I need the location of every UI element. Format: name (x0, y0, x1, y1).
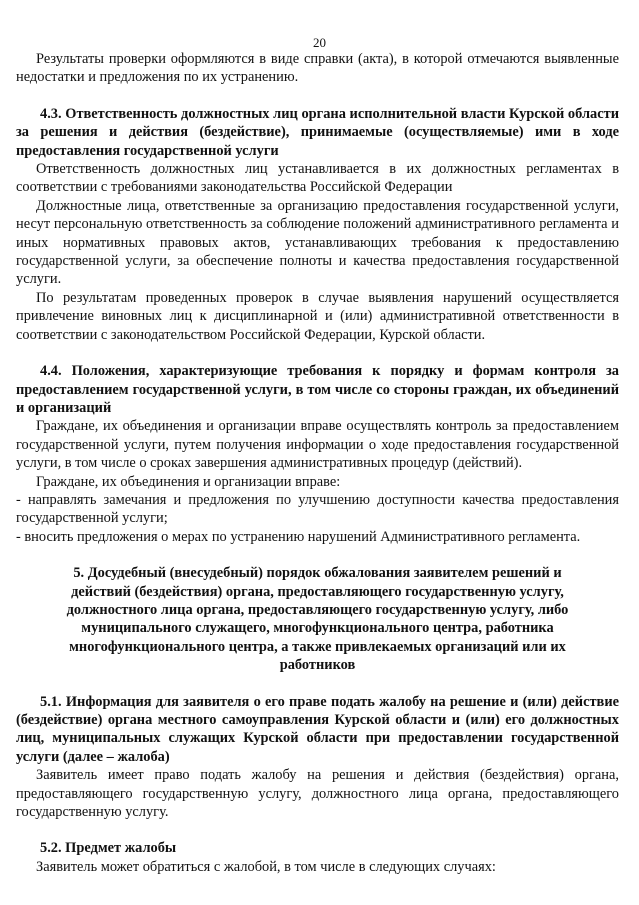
paragraph: Ответственность должностных лиц устанавливается в их должностных регламентах в соответствии с требованиями законодательства Российской Федерации (16, 161, 619, 196)
paragraph: Заявитель имеет право подать жалобу на решения и действия (бездействия) органа, предоставляющего государственную услугу, должностного лица органа, предоставляющего государственную услугу. (16, 767, 619, 821)
spacer (16, 675, 619, 693)
list-item: - направлять замечания и предложения по улучшению доступности качества предоставления государственной услуги; (16, 491, 619, 527)
paragraph: Граждане, их объединения и организации вправе осуществлять контроль за предоставлением государственной услуги, путем получения информации о ходе предоставления государственной услуги, в том числе о сроках завершения административных процедур (действий). (16, 418, 619, 472)
section-heading: 4.4. Положения, характеризующие требования к порядку и формам контроля за предоставлением государственной услуги, в том числе со стороны граждан, их объединений и организаций (16, 363, 619, 416)
page-number: 20 (313, 35, 326, 50)
paragraph: Граждане, их объединения и организации вправе: (36, 473, 341, 490)
section-heading: 5.1. Информация для заявителя о его праве подать жалобу на решение и (или) действие (бездействие) органа местного самоуправления Курской области и (или) его должностных лиц, муниципальных служащих Курской области при предоставлении государственной услуги (далее – жалоба) (16, 693, 619, 765)
chapter-heading: 5. Досудебный (внесудебный) порядок обжалования заявителем решений и действий (бездействия) органа, предоставляющего государственную услугу, должностного лица органа, предоставляющего государственную услугу, либо муниципального служащего, многофункционального центра, работника многофункционального центра, а также привлекаемых организаций или их работников (66, 565, 569, 674)
spacer (16, 344, 619, 362)
paragraph: Заявитель может обратиться с жалобой, в том числе в следующих случаях: (36, 858, 496, 875)
paragraph: Должностные лица, ответственные за организацию предоставления государственной услуги, несут персональную ответственность за соблюдение положений административного регламента и иных нормативных правовых актов, устанавливающих требования к предоставлению государственной услуги, за обеспечение полноты и качества предоставления государственной услуги. (16, 197, 619, 288)
spacer (16, 821, 619, 839)
paragraph: По результатам проведенных проверок в случае выявления нарушений осуществляется привлечение виновных лиц к дисциплинарной и (или) административной ответственности в соответствии с законодательством Российской Федерации, Курской области. (16, 289, 619, 343)
paragraph: Результаты проверки оформляются в виде справки (акта), в которой отмечаются выявленные недостатки и предложения по их устранению. (16, 51, 619, 86)
spacer (16, 87, 619, 105)
spacer (16, 546, 619, 564)
section-heading: 4.3. Ответственность должностных лиц органа исполнительной власти Курской области за решения и действия (бездействие), принимаемые (осуществляемые) ими в ходе предоставления государственной услуги (16, 105, 619, 159)
list-item: - вносить предложения о мерах по устранению нарушений Административного регламента. (16, 528, 581, 545)
document-body (16, 36, 619, 876)
section-heading: 5.2. Предмет жалобы (40, 840, 177, 857)
